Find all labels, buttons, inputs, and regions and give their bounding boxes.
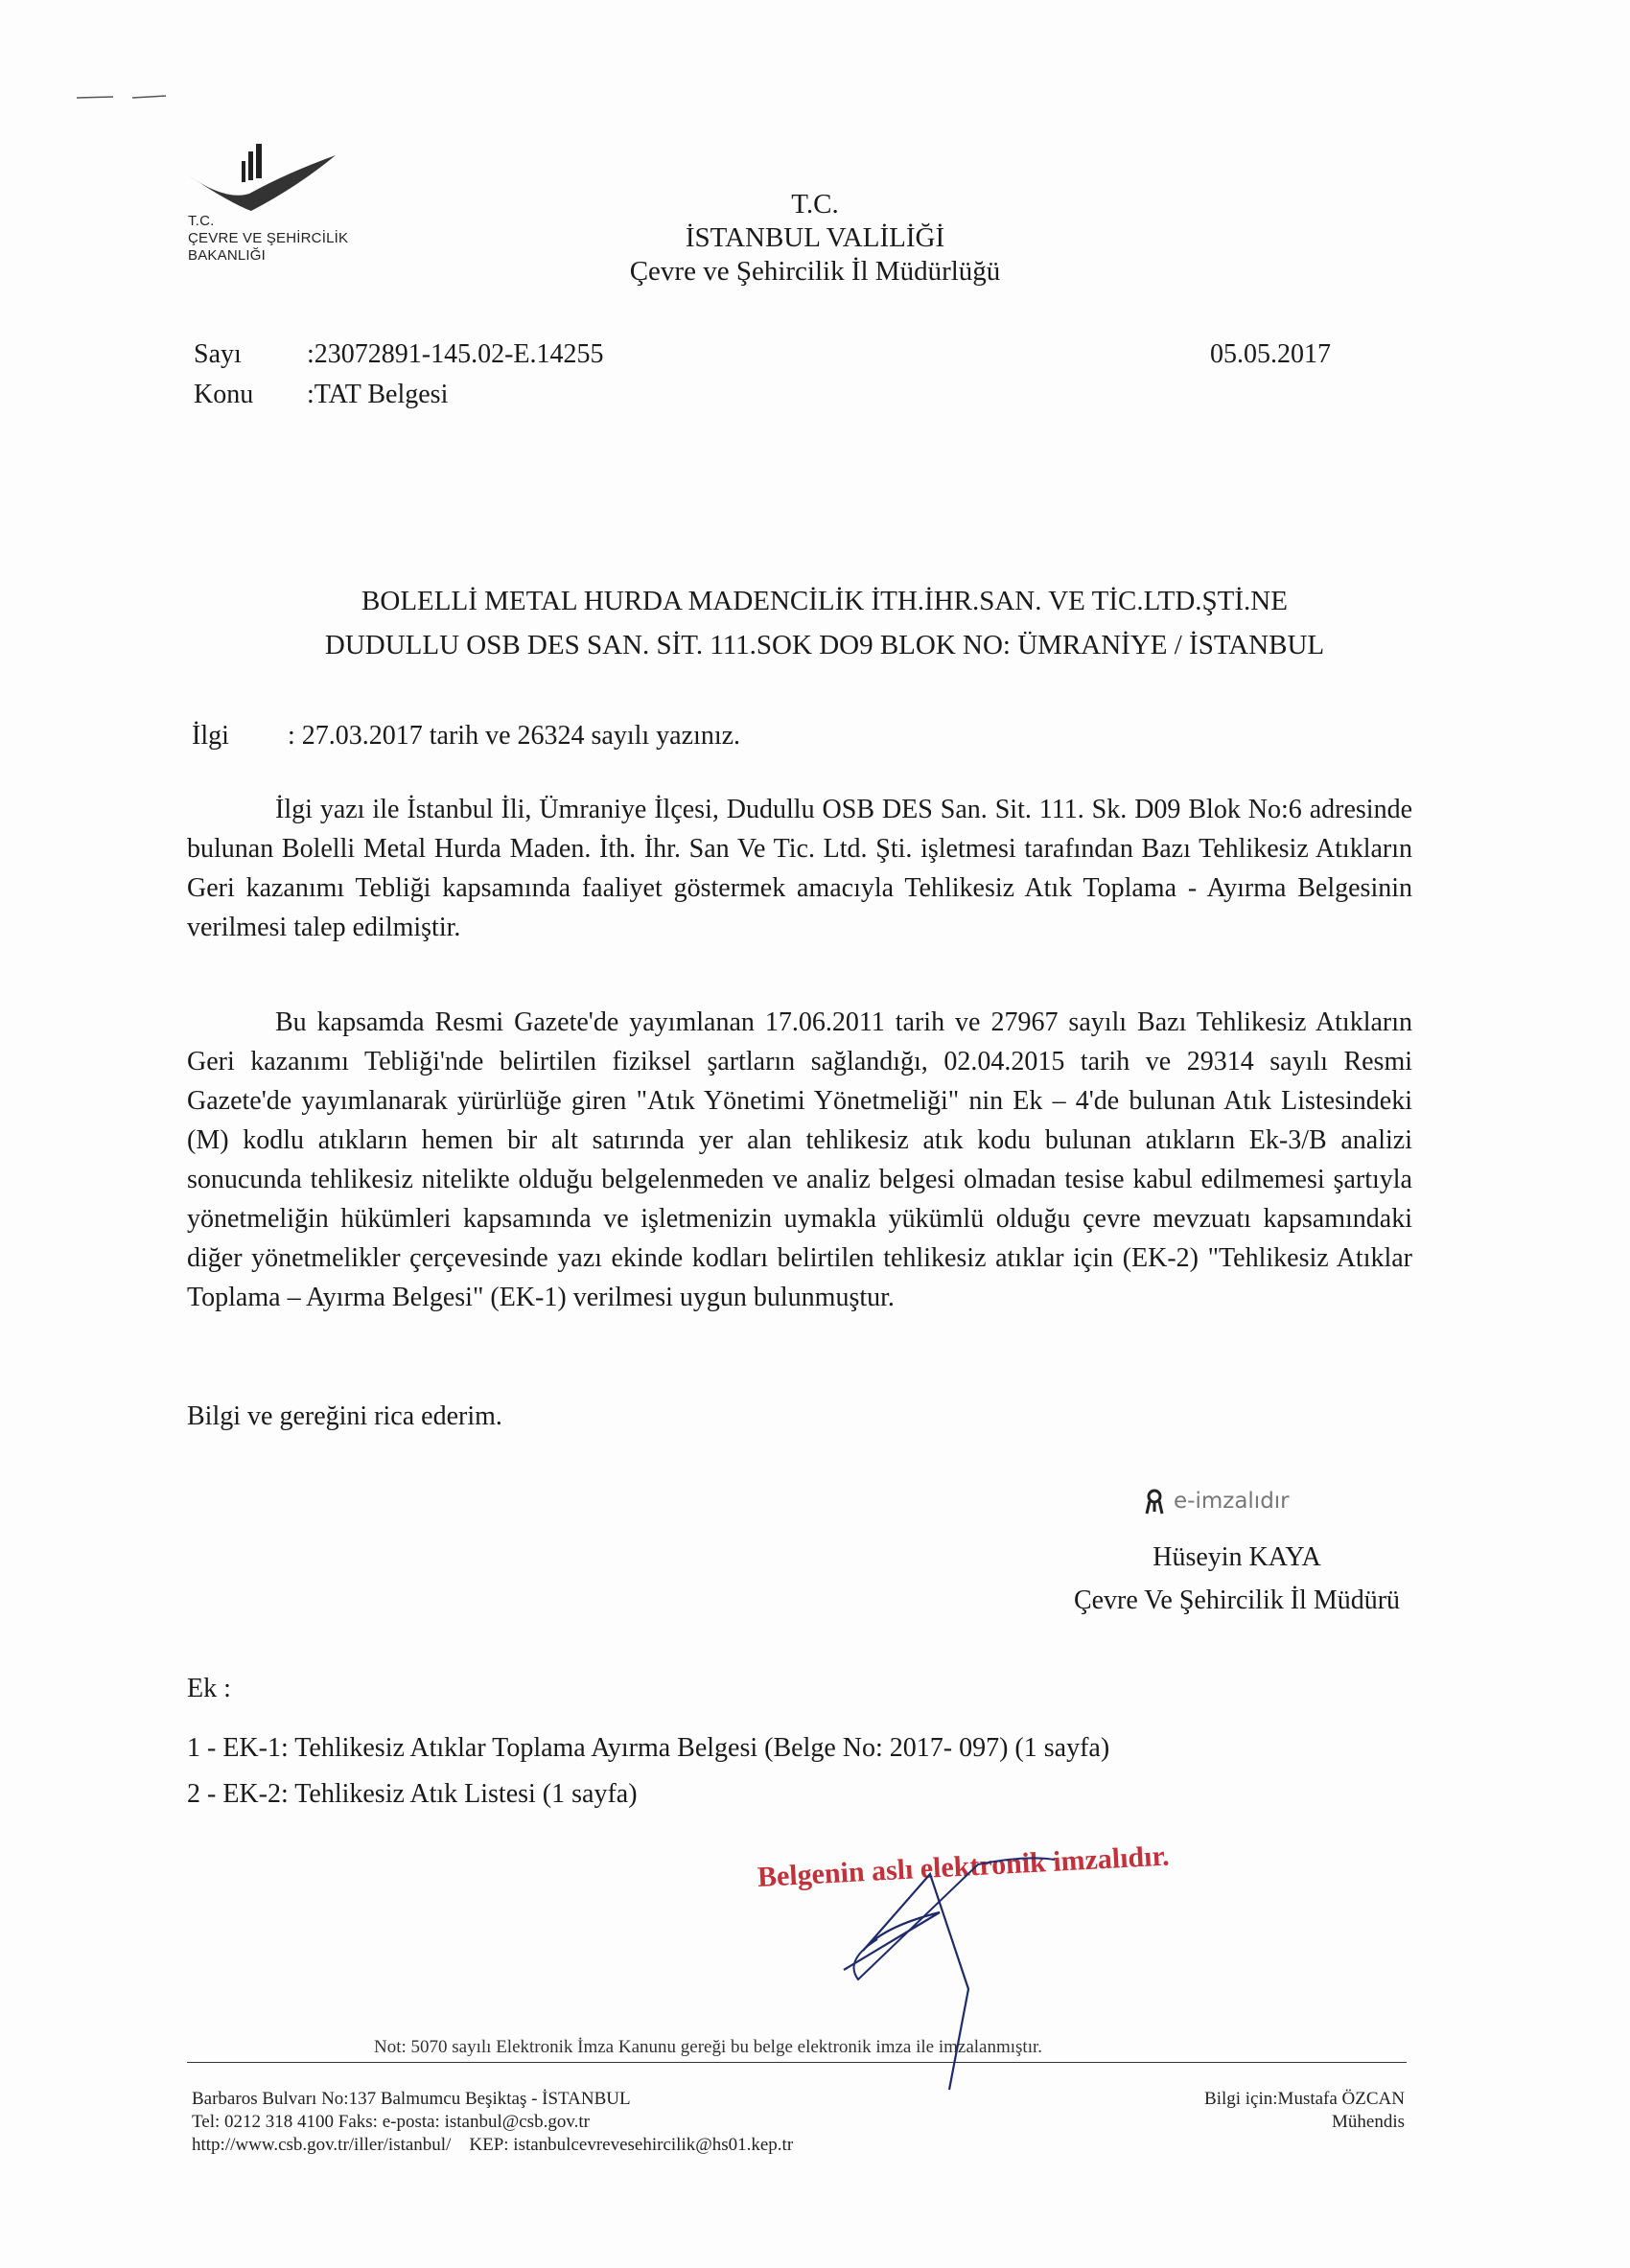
konu-label: Konu [194,380,254,409]
sayi-label: Sayı [194,339,242,369]
footer-info-person: Bilgi için:Mustafa ÖZCAN [1204,2089,1405,2109]
electronic-signature-stamp: Belgenin aslı elektronik imzalıdır. [757,1840,1171,1893]
logo-line-tc: T.C. [188,213,215,229]
signer-title: Çevre Ve Şehircilik İl Müdürü [1073,1585,1401,1615]
document-header [537,188,1093,289]
logo-line-ministry: ÇEVRE VE ŞEHİRCİLİK [188,230,349,246]
ilgi-label: İlgi [192,721,229,751]
legal-note: Not: 5070 sayılı Elektronik İmza Kanunu gereği bu belge elektronik imza ile imzalanmıştır. [374,2037,1043,2057]
header-directorate: Çevre ve Şehircilik İl Müdürlüğü [629,256,1001,287]
attachment-item: 1 - EK-1: Tehlikesiz Atıklar Toplama Ayırma Belgesi (Belge No: 2017- 097) (1 sayfa) [187,1733,1110,1763]
footer-info-title: Mühendis [1332,2112,1405,2132]
footer-divider [187,2062,1407,2063]
sayi-value: :23072891-145.02-E.14255 [307,339,604,369]
attachments-label: Ek : [187,1674,231,1703]
e-signature-label: e-imzalıdır [1174,1489,1290,1514]
body-paragraph-1: İlgi yazı ile İstanbul İli, Ümraniye İlçesi, Dudullu OSB DES San. Sit. 111. Sk. D09 Blok No:6 adresinde bulunan Bolelli Metal Hurda Maden. İth. İhr. San Ve Tic. Ltd. Şti. işletmesi tarafından Bazı Tehlikesiz Atıkların Geri kazanımı Tebliği kapsamında faaliyet göstermek amacıyla Tehlikesiz Atık Toplama - Ayırma Belgesinin verilmesi talep edilmiştir. [187,795,1412,942]
footer-address: Barbaros Bulvarı No:137 Balmumcu Beşiktaş - İSTANBUL [192,2089,631,2109]
ministry-logo-text [188,213,348,265]
e-signature-icon [1144,1489,1165,1516]
ilgi-value: : 27.03.2017 tarih ve 26324 sayılı yazınız. [288,721,741,751]
body-paragraph-2: Bu kapsamda Resmi Gazete'de yayımlanan 17.06.2011 tarih ve 27967 sayılı Bazı Tehlikesiz Atıkların Geri kazanımı Tebliği'nde belirtilen fiziksel şartların sağlandığı, 02.04.2015 tarih ve 29314 sayılı Resmi Gazete'de yayımlanarak yürürlüğe giren "Atık Yönetimi Yönetmeliği" nin Ek – 4'de bulunan Atık Listesindeki (M) kodlu atıkların hemen bir alt satırında yer alan tehlikesiz atık kodu bulunan atıkların Ek-3/B analizi sonucunda tehlikesiz nitelikte olduğu belgelenmeden ve analiz belgesi olmadan tesise kabul edilmemesi şartıyla yönetmeliğin hükümleri kapsamında ve işletmenizin uymakla yükümlü olduğu çevre mevzuatı kapsamındaki diğer yönetmelikler çerçevesinde yazı ekinde kodları belirtilen tehlikesiz atıklar için (EK-2) "Tehlikesiz Atıklar Toplama – Ayırma Belgesi" (EK-1) verilmesi uygun bulunmuştur. [187,1007,1412,1312]
document-date: 05.05.2017 [1210,339,1331,369]
signer-name: Hüseyin KAYA [1153,1542,1321,1572]
footer-contact [192,2088,793,2157]
recipient-name: BOLELLİ METAL HURDA MADENCİLİK İTH.İHR.SAN. VE TİC.LTD.ŞTİ.NE [361,586,1288,616]
konu-value: :TAT Belgesi [307,380,449,409]
recipient-address: DUDULLU OSB DES SAN. SİT. 111.SOK DO9 BLOK NO: ÜMRANİYE / İSTANBUL [324,630,1325,660]
pen-mark [75,88,171,107]
header-valilik: İSTANBUL VALİLİĞİ [685,222,945,253]
recipient-block [192,579,1457,667]
footer-info [1131,2088,1405,2134]
logo-line-bakanligi: BAKANLIĞI [188,247,266,264]
header-tc: T.C. [791,189,839,220]
signer-block [997,1536,1477,1622]
closing-sentence: Bilgi ve gereğini rica ederim. [187,1401,502,1431]
footer-web-kep: http://www.csb.gov.tr/iller/istanbul/ KEP: istanbulcevrevesehircilik@hs01.kep.tr [192,2135,794,2155]
footer-phone-email: Tel: 0212 318 4100 Faks: e-posta: istanbul@csb.gov.tr [192,2112,590,2132]
attachment-item: 2 - EK-2: Tehlikesiz Atık Listesi (1 sayfa) [187,1779,638,1809]
